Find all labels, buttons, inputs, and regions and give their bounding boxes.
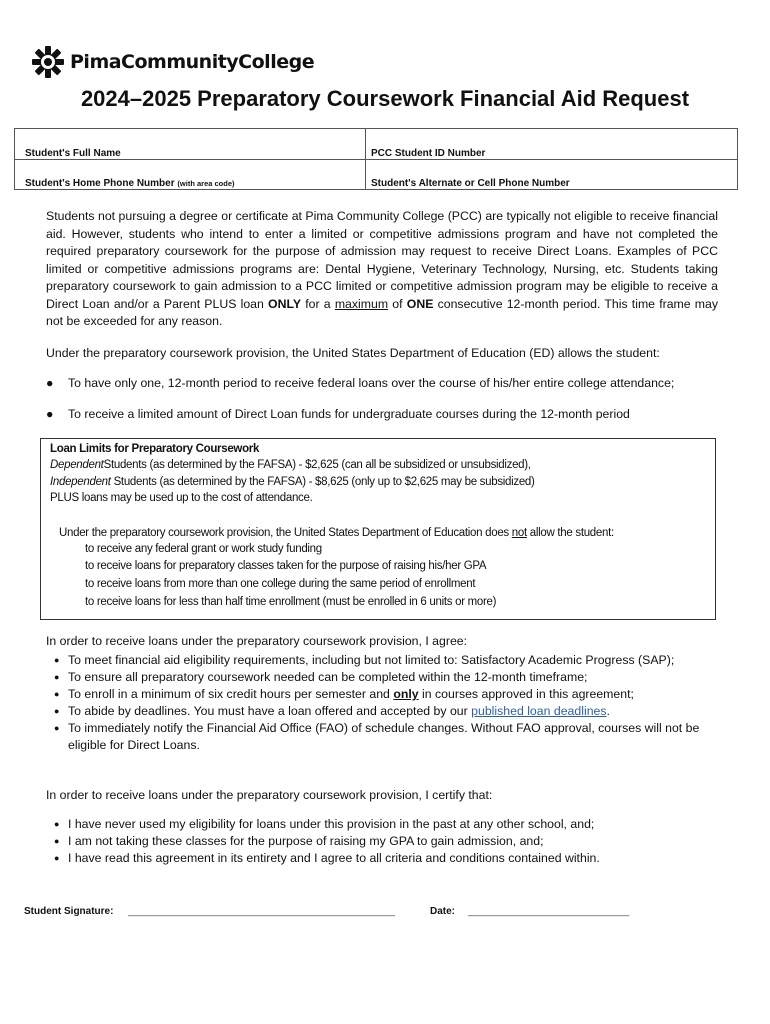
allows-item: ● To have only one, 12-month period to receive federal loans over the course of his/her entire college attendance; [46,376,675,390]
agree-item: ● To ensure all preparatory coursework needed can be completed within the 12-month timeframe; [46,669,726,686]
certify-item: ● I have read this agreement in its entirety and I agree to all criteria and conditions contained within. [46,850,726,867]
certify-item: ● I am not taking these classes for the purpose of raising my GPA to gain admission, and; [46,833,726,850]
student-info-table [14,128,738,190]
page-title: 2024–2025 Preparatory Coursework Financial Aid Request [80,86,690,111]
certify-lead: In order to receive loans under the preparatory coursework provision, I certify that: [46,788,493,802]
signature-field[interactable]: ________________________________________________ [128,906,395,917]
agree-item: ● To enroll in a minimum of six credit hours per semester and only in courses approved in this agreement; [46,686,726,703]
alt-phone-field[interactable]: Student's Alternate or Cell Phone Number [371,178,570,189]
not-allow-item: to receive any federal grant or work study funding [85,543,322,555]
logo-text: PimaCommunityCollege [70,51,315,73]
box-title: Loan Limits for Preparatory Coursework [50,443,260,455]
student-id-field[interactable]: PCC Student ID Number [371,148,486,159]
pima-logo-icon [30,44,66,80]
date-label: Date: [430,906,456,917]
full-name-field[interactable]: Student's Full Name [25,148,121,159]
independent-limit: Independent Students (as determined by the FAFSA) - $8,625 (only up to $2,625 may be subsidized) [50,476,535,488]
signature-label: Student Signature: [24,906,114,917]
agree-item: ● To abide by deadlines. You must have a loan offered and accepted by our published loan deadlines. [46,703,726,720]
agree-lead: In order to receive loans under the preparatory coursework provision, I agree: [46,634,468,648]
allows-lead: Under the preparatory coursework provision, the United States Department of Education (ED) allows the student: [46,346,660,360]
college-logo [30,44,314,80]
not-allow-item: to receive loans for less than half time enrollment (must be enrolled in 6 units or more) [85,596,497,608]
allows-item: ● To receive a limited amount of Direct Loan funds for undergraduate courses during the 12-month period [46,407,630,421]
intro-paragraph: Students not pursuing a degree or certificate at Pima Community College (PCC) are typically not eligible to receive financial aid. However, students who intend to enter a limited or competitive admissions program and have not completed the required preparatory coursework for the purpose of admission may request to receive Direct Loans. Examples of PCC limited or competitive admissions programs are: Dental Hygiene, Veterinary Technology, Nursing, etc. Students taking preparatory coursework to gain admission to a PCC limited or competitive admission program may be eligible to receive a Direct Loan and/or a Parent PLUS loan ONLY for a maximum of ONE consecutive 12-month period. This time frame may not be exceeded for any reason. [46,209,719,328]
agree-section [46,634,726,754]
dependent-limit: DependentStudents (as determined by the FAFSA) - $2,625 (can all be subsidized or unsubsidized), [50,459,531,471]
certify-section [46,788,726,867]
not-allow-item: to receive loans from more than one college during the same period of enrollment [85,578,476,590]
plus-limit: PLUS loans may be used up to the cost of attendance. [50,492,313,504]
home-phone-field[interactable]: Student's Home Phone Number (with area code) [25,178,235,189]
loan-limits-box [40,438,716,620]
agree-item: ● To immediately notify the Financial Aid Office (FAO) of schedule changes. Without FAO approval, courses will not be eligible for Direct Loans. [46,720,726,754]
date-field[interactable]: _____________________________ [468,906,630,917]
not-allow-item: to receive loans for preparatory classes taken for the purpose of raising his/her GPA [85,560,487,572]
agree-item: ● To meet financial aid eligibility requirements, including but not limited to: Satisfactory Academic Progress (SAP); [46,652,726,669]
table-divider-horizontal [15,159,737,160]
not-allow-lead: Under the preparatory coursework provision, the United States Department of Education does not allow the student: [59,527,614,539]
loan-deadlines-link[interactable]: published loan deadlines [471,704,607,718]
certify-item: ● I have never used my eligibility for loans under this provision in the past at any other school, and; [46,816,726,833]
